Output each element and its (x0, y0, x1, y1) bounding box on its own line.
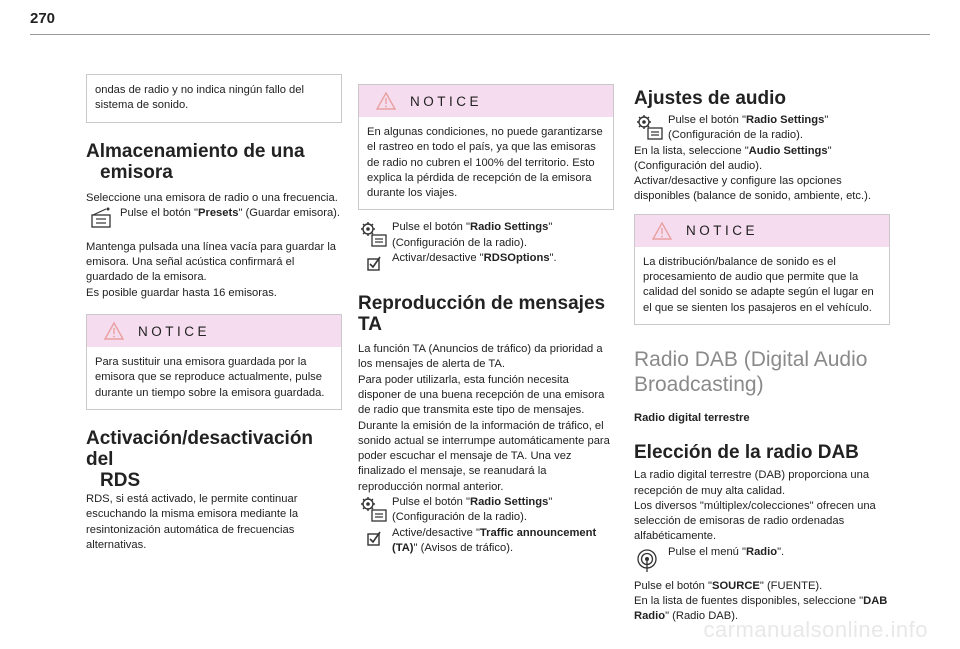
audio-heading: Ajustes de audio (634, 88, 787, 109)
settings-icon (634, 113, 668, 141)
rds-heading: Activación/desactivación del RDS (86, 427, 314, 491)
notice-box-presets (86, 314, 342, 410)
dab-step-text: Pulse el menú "Radio". (668, 545, 785, 558)
dab-text-1: La radio digital terrestre (DAB) proporciona una recepción de muy alta calidad. (634, 469, 870, 497)
column-1 (86, 74, 342, 553)
presets-step-text: Pulse el botón "Presets" (Guardar emisora). (120, 206, 341, 219)
warning-icon (104, 322, 124, 340)
dab-step (634, 545, 890, 573)
dab-choice-heading: Elección de la radio DAB (634, 442, 859, 464)
ta-step-2-text: Active/desactive "Traffic announcement (TA)" (Avisos de tráfico). (392, 526, 597, 554)
rds-step-2 (358, 251, 614, 279)
checkbox-icon (358, 526, 392, 554)
settings-icon (358, 220, 392, 248)
warning-icon (652, 222, 672, 240)
radio-icon (634, 545, 668, 573)
presets-heading: Almacenamiento de una emisora (86, 140, 305, 183)
rds-step-1 (358, 220, 614, 251)
audio-text-1: En la lista, seleccione "Audio Settings" (Configuración del audio). (634, 144, 832, 172)
dab-title: Radio DAB (Digital Audio Broadcasting) (634, 347, 868, 396)
presets-text-3: Es posible guardar hasta 16 emisoras. (86, 286, 277, 299)
ta-step-1 (358, 495, 614, 526)
dab-text-4: En la lista de fuentes disponibles, seleccione "DAB Radio" (Radio DAB). (634, 595, 888, 623)
notice-text: La distribución/balance de sonido es el procesamiento de audio que permite que la calidad del sonido se adapte según el lugar en el que se sienten los pasajeros en el vehículo. (643, 255, 874, 314)
presets-text-2: Mantenga pulsada una línea vacía para guardar la emisora. Una señal acústica confirmará el guardado de la emisora. (86, 240, 337, 284)
notice-box-audio (634, 214, 890, 325)
audio-text-2: Activar/desactive y configure las opciones disponibles (balance de sonido, ambiente, etc.). (634, 175, 871, 203)
presets-step (86, 206, 342, 234)
dab-subtitle: Radio digital terrestre (634, 411, 750, 424)
rds-text: RDS, si está activado, le permite continuar escuchando la misma emisora mediante la resintonización automática de frecuencias alternativas. (86, 492, 299, 551)
dab-text-3: Pulse el botón "SOURCE" (FUENTE). (634, 579, 823, 592)
intro-box (86, 74, 342, 123)
column-2 (358, 74, 614, 556)
settings-icon (358, 495, 392, 523)
ta-text-1: La función TA (Anuncios de tráfico) da prioridad a los mensajes de alerta de TA. (358, 343, 603, 371)
radio-presets-icon (86, 206, 120, 234)
warning-icon (376, 92, 396, 110)
ta-text-2: Para poder utilizarla, esta función necesita disponer de una buena recepción de una emisora de radio que transmita este tipo de mensajes. Durante la emisión de la información de tráfico, el sonido actual se interrumpe automáticamente para poder escuchar el mensaje de TA. Una vez finalizado el mensaje, se reanudará la reproducción normal anterior. (358, 373, 610, 493)
notice-text: Para sustituir una emisora guardada por la emisora que se reproduce actualmente, pulse durante un tiempo sobre la emisora guardada. (95, 356, 325, 399)
notice-title: NOTICE (410, 93, 483, 109)
audio-step (634, 113, 890, 144)
checkbox-icon (358, 251, 392, 279)
ta-step-1-text: Pulse el botón "Radio Settings" (Configuración de la radio). (392, 496, 553, 524)
notice-box-coverage (358, 84, 614, 210)
rds-step-1-text: Pulse el botón "Radio Settings" (Configuración de la radio). (392, 221, 553, 249)
notice-text: En algunas condiciones, no puede garantizarse el rastreo en todo el país, ya que las emisoras de radio no cubren el 100% del territorio. Esto explica la pérdida de recepción de la emisora durante los viajes. (367, 126, 603, 200)
presets-text-1: Seleccione una emisora de radio o una frecuencia. (86, 191, 338, 204)
watermark: carmanualsonline.info (703, 617, 928, 642)
intro-text: ondas de radio y no indica ningún fallo del sistema de sonido. (95, 84, 304, 112)
dab-text-2: Los diversos "múltiplex/colecciones" ofrecen una selección de emisoras de radio ordenadas alfabéticamente. (634, 499, 876, 543)
ta-heading: Reproducción de mensajes TA (358, 293, 606, 336)
rds-step-2-text: Activar/desactive "RDSOptions". (392, 252, 557, 265)
ta-step-2 (358, 526, 614, 557)
notice-title: NOTICE (138, 323, 211, 339)
page-number: 270 (30, 10, 56, 27)
notice-title: NOTICE (686, 223, 759, 239)
column-3 (634, 74, 890, 625)
audio-step-text: Pulse el botón "Radio Settings" (Configuración de la radio). (668, 114, 829, 142)
header-rule (30, 34, 930, 35)
